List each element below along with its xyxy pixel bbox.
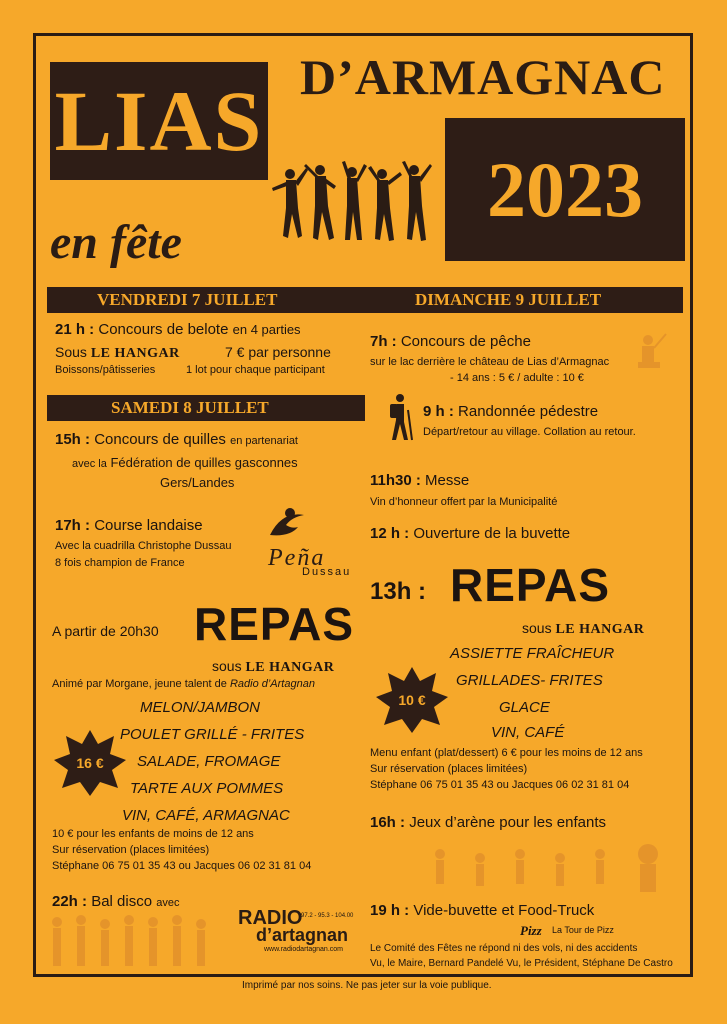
price-badge-16 xyxy=(52,728,128,798)
jeux-line xyxy=(370,814,606,831)
radio-logo-brand: d’artagnan xyxy=(256,925,349,945)
sun-menu-4: VIN, CAFÉ xyxy=(491,724,565,741)
radio-logo-name: RADIO xyxy=(238,907,303,929)
sun-menu-1: ASSIETTE FRAÎCHEUR xyxy=(450,645,615,662)
dancer-1-icon xyxy=(272,168,308,238)
jeux-event: Jeux d’arène pour les enfants xyxy=(409,814,606,831)
dancer-5-icon xyxy=(402,161,432,241)
repas-sun-location xyxy=(522,620,644,638)
pena-logo-sub: Dussau xyxy=(302,566,352,578)
course-time: 17h : xyxy=(55,517,91,534)
course-line2: Avec la cuadrilla Christophe Dussau xyxy=(55,540,232,552)
bal-line xyxy=(52,893,179,910)
saturday-bar xyxy=(47,395,365,421)
repas-sat-sous: sous xyxy=(212,658,242,674)
repas-sat-location xyxy=(212,658,334,676)
repas-sun-hangar: LE HANGAR xyxy=(555,622,645,637)
hiker-icon xyxy=(382,392,416,442)
rando-time: 9 h : xyxy=(423,403,454,420)
vide-time: 19 h : xyxy=(370,902,410,919)
belote-drinks: Boissons/pâtisseries xyxy=(55,364,156,376)
pena-logo-icon xyxy=(262,505,312,547)
repas-sun-sous: sous xyxy=(522,620,552,636)
sat-menu-1: MELON/JAMBON xyxy=(140,699,261,716)
bal-event: Bal disco xyxy=(91,893,153,910)
sun-kids: Menu enfant (plat/dessert) 6 € pour les moins de 12 ans xyxy=(370,747,643,759)
en-fete-title: en fête xyxy=(50,216,182,269)
sat-menu-2: POULET GRILLÉ - FRITES xyxy=(120,726,305,743)
bal-time: 22h : xyxy=(52,893,88,910)
radio-logo-freq: 97.2 - 95.3 - 104.00 xyxy=(301,913,354,919)
anime-radio: Radio d’Artagnan xyxy=(229,678,315,690)
dancers-illustration xyxy=(268,158,438,250)
radio-logo-url: www.radiodartagnan.com xyxy=(264,946,343,953)
sunday-bar xyxy=(365,287,683,313)
dancer-4-icon xyxy=(368,166,402,241)
saturday-bar-label: SAMEDI 8 JUILLET xyxy=(111,398,269,417)
bal-suffix: avec xyxy=(156,897,180,909)
buvette-time: 12 h : xyxy=(370,525,410,542)
quilles-line2-pre: avec la xyxy=(72,458,107,470)
price-badge-10 xyxy=(374,665,450,735)
course-line xyxy=(55,517,203,534)
lias-title: LIAS xyxy=(50,62,268,180)
belote-suffix: en 4 parties xyxy=(232,322,301,337)
course-event: Course landaise xyxy=(94,517,203,534)
course-line3: 8 fois champion de France xyxy=(55,557,185,569)
signatures: Vu, le Maire, Bernard Pandelé Vu, le Président, Stéphane De Castro xyxy=(370,958,673,969)
quilles-time: 15h : xyxy=(55,431,91,448)
quilles-line3: Gers/Landes xyxy=(160,475,235,490)
sat-menu-5: VIN, CAFÉ, ARMAGNAC xyxy=(122,807,290,824)
repas-sat-anime xyxy=(52,678,315,690)
belote-event: Concours de belote xyxy=(98,321,229,338)
anime-text: Animé par Morgane, jeune talent de xyxy=(52,678,227,690)
sun-menu-3: GLACE xyxy=(499,699,550,716)
sunday-bar-label: DIMANCHE 9 JUILLET xyxy=(415,290,602,309)
peche-line3: - 14 ans : 5 € / adulte : 10 € xyxy=(450,372,584,384)
vide-line xyxy=(370,902,594,919)
quilles-line2 xyxy=(72,455,298,470)
peche-time: 7h : xyxy=(370,333,397,350)
dancer-2-icon xyxy=(304,164,336,240)
disco-dancers-icon xyxy=(45,912,225,972)
sun-reservation: Sur réservation (places limitées) xyxy=(370,763,528,775)
footer-note: Imprimé par nos soins. Ne pas jeter sur la voie publique. xyxy=(242,980,492,991)
quilles-event: Concours de quilles xyxy=(94,431,226,448)
quilles-line xyxy=(55,431,298,448)
dancer-3-icon xyxy=(342,161,367,240)
quilles-federation: Fédération de quilles gasconnes xyxy=(110,455,298,470)
peche-line xyxy=(370,333,531,350)
repas-sun-title: REPAS xyxy=(450,559,611,611)
belote-price: 7 € par personne xyxy=(225,344,331,360)
price-badge-10-label: 10 € xyxy=(398,692,426,708)
price-badge-16-label: 16 € xyxy=(76,755,104,771)
friday-bar-label: VENDREDI 7 JUILLET xyxy=(97,290,278,309)
year-title: 2023 xyxy=(445,118,685,261)
repas-sat-title: REPAS xyxy=(194,598,355,650)
messe-event: Messe xyxy=(425,472,470,489)
sun-menu-2: GRILLADES- FRITES xyxy=(456,672,603,689)
sat-menu-4: TARTE AUX POMMES xyxy=(130,780,284,797)
buvette-line xyxy=(370,525,570,542)
quilles-suffix: en partenariat xyxy=(230,435,298,447)
sat-contact: Stéphane 06 75 01 35 43 ou Jacques 06 02 31 81 04 xyxy=(52,860,312,872)
disclaimer: Le Comité des Fêtes ne répond ni des vols, ni des accidents xyxy=(370,943,638,954)
rando-line xyxy=(423,403,598,420)
sun-contact: Stéphane 06 75 01 35 43 ou Jacques 06 02 31 81 04 xyxy=(370,779,630,791)
vide-event: Vide-buvette et Food-Truck xyxy=(413,902,595,919)
repas-sat-hangar: LE HANGAR xyxy=(245,660,335,675)
messe-line xyxy=(370,472,469,489)
repas-sun-time: 13h : xyxy=(370,578,427,605)
belote-time: 21 h : xyxy=(55,321,95,338)
buvette-event: Ouverture de la buvette xyxy=(413,525,571,542)
peche-event: Concours de pêche xyxy=(400,333,531,350)
kids-games-icon xyxy=(420,840,670,900)
belote-sous: Sous xyxy=(55,344,87,360)
friday-bar xyxy=(47,287,365,313)
peche-line2: sur le lac derrière le château de Lias d’Armagnac xyxy=(370,356,610,368)
messe-time: 11h30 : xyxy=(370,472,421,489)
rando-event: Randonnée pédestre xyxy=(458,403,599,420)
belote-prize: 1 lot pour chaque participant xyxy=(186,364,325,376)
pizz-name: La Tour de Pizz xyxy=(552,925,614,935)
fisherman-icon xyxy=(628,332,668,378)
belote-location xyxy=(55,344,180,362)
sat-menu-3: SALADE, FROMAGE xyxy=(137,753,281,770)
armagnac-title: D’ARMAGNAC xyxy=(300,49,666,105)
sat-kids: 10 € pour les enfants de moins de 12 ans xyxy=(52,828,254,840)
sat-reservation: Sur réservation (places limitées) xyxy=(52,844,210,856)
pizz-logo: Pizz xyxy=(520,923,542,938)
jeux-time: 16h : xyxy=(370,814,406,831)
pena-logo-text: Peña xyxy=(268,545,326,571)
repas-sat-pre: A partir de 20h30 xyxy=(52,623,159,639)
belote-line xyxy=(55,321,301,338)
rando-line2: Départ/retour au village. Collation au retour. xyxy=(423,426,636,438)
radio-logo xyxy=(236,907,356,962)
messe-line2: Vin d’honneur offert par la Municipalité xyxy=(370,496,558,508)
belote-hangar: LE HANGAR xyxy=(90,346,180,361)
